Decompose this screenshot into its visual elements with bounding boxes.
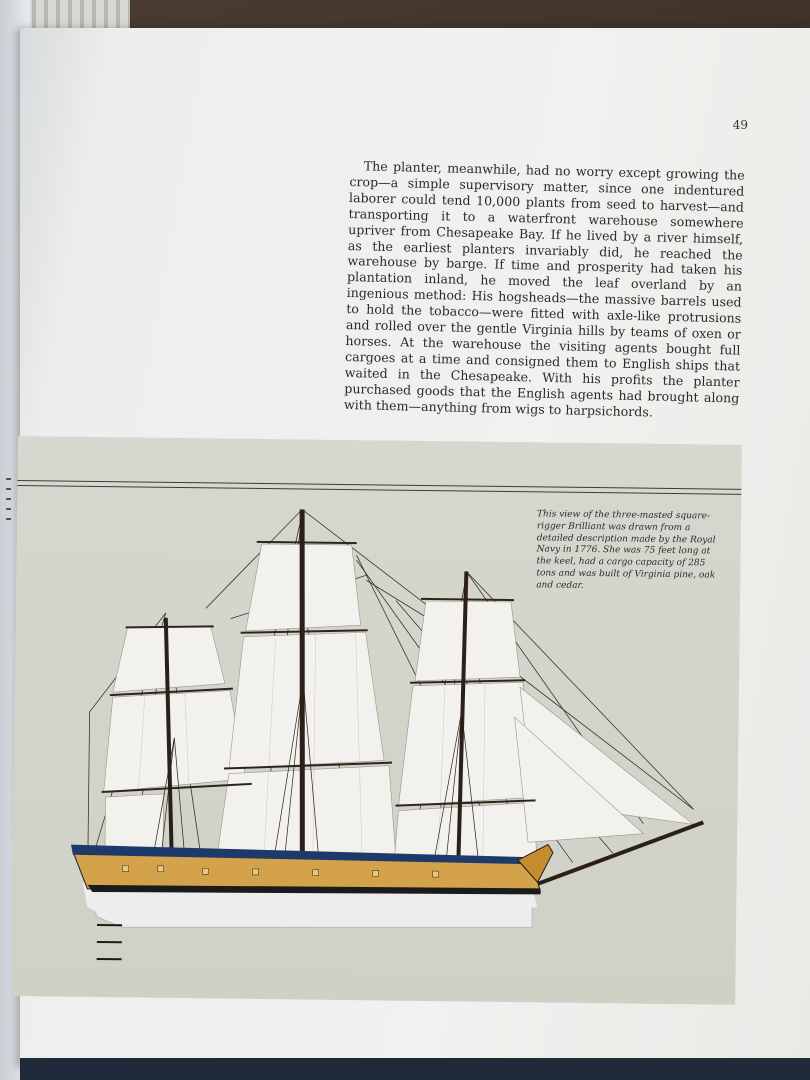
book-edge-shadow	[20, 1058, 810, 1080]
draft-marks	[97, 925, 122, 959]
figure-caption: This view of the three-masted square-rigger Brilliant was drawn from a detailed description made by the Royal Navy in 1776. She was 75 feet long at the keel, had a cargo capacity of 285 tons and was built of Virginia pine, oak and cedar.	[536, 509, 716, 591]
page-marker	[6, 498, 11, 500]
main-sails	[212, 543, 401, 890]
page-marker	[6, 518, 11, 520]
ship-illustration	[11, 436, 742, 1005]
book-page	[20, 28, 810, 1068]
page-marker	[6, 488, 11, 490]
body-paragraph: The planter, meanwhile, had no worry except growing the crop—a simple supervisory matter, since one indentured laborer could tend 10,000 plants from seed to harvest—and transporting it to a waterfront warehouse somewhere upriver from Chesapeake Bay. If he lived by a river himself, as the earliest planters invariably did, he reached the warehouse by barge. If time and prosperity had taken his plantation inland, he moved the leaf overland by an ingenious method: His hogsheads—the massive barrels used to hold the tobacco—were fitted with axle-like protrusions and rolled over the gentle Virginia hills by teams of oxen or horses. At the warehouse the visiting agents bought full cargoes at a time and consigned them to English ships that waited in the Chesapeake. With his profits the planter purchased goods that the English agents had brought along with them—anything from wigs to harpsichords.	[343, 158, 745, 420]
left-page-markers	[0, 470, 18, 528]
page-marker	[6, 478, 11, 480]
page-number: 49	[732, 118, 748, 132]
jib-sails	[513, 687, 695, 844]
page-marker	[6, 508, 11, 510]
